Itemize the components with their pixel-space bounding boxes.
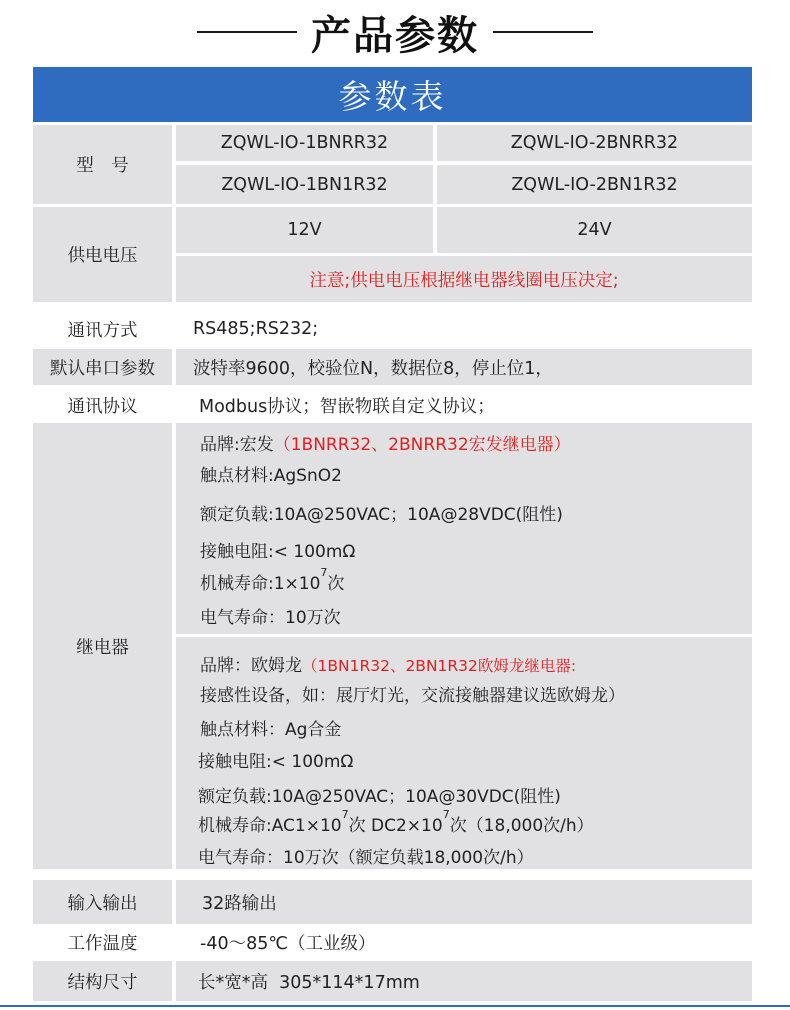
hongfa-mech-unit: 次 bbox=[327, 574, 345, 594]
hongfa-mech-life bbox=[200, 566, 345, 594]
table-header: 参数表 bbox=[33, 67, 752, 122]
size-label: 结构尺寸 bbox=[33, 961, 172, 1001]
omron-resistance: 接触电阻:< 100mΩ bbox=[198, 752, 354, 772]
title-left-line bbox=[197, 31, 297, 33]
hongfa-mech-text: 机械寿命:1×10 bbox=[200, 574, 321, 594]
omron-elec-life: 电气寿命：10万次（额定负载18,000次/h） bbox=[198, 848, 534, 868]
omron-mech-text-b: 次 DC2×10 bbox=[348, 816, 443, 836]
title-right-line bbox=[493, 31, 593, 33]
omron-brand-note-1: （1BN1R32、2BN1R32欧姆龙继电器: bbox=[302, 657, 577, 675]
omron-mech-life bbox=[198, 808, 594, 836]
protocol-label: 通讯协议 bbox=[33, 388, 172, 422]
temp-label: 工作温度 bbox=[33, 924, 172, 960]
protocol-value: Modbus协议；智嵌物联自定义协议； bbox=[176, 388, 752, 422]
hongfa-material: 触点材料:AgSnO2 bbox=[200, 466, 342, 486]
omron-load: 额定负载:10A@250VAC；10A@30VDC(阻性) bbox=[198, 787, 561, 807]
supply-12v: 12V bbox=[176, 207, 433, 253]
hongfa-brand-note: （1BNRR32、2BNRR32宏发继电器） bbox=[273, 435, 571, 455]
size-value: 长*宽*高 305*114*17mm bbox=[176, 961, 752, 1001]
omron-mech-text-a: 机械寿命:AC1×10 bbox=[198, 816, 342, 836]
model-cell-3: ZQWL-IO-1BN1R32 bbox=[176, 165, 433, 204]
omron-material: 触点材料：Ag合金 bbox=[200, 720, 342, 740]
omron-brand-line bbox=[200, 651, 576, 676]
omron-brand: 品牌：欧姆龙 bbox=[200, 656, 302, 676]
io-label: 输入输出 bbox=[33, 880, 172, 924]
supply-24v: 24V bbox=[437, 207, 752, 253]
omron-mech-exp-2: 7 bbox=[442, 808, 450, 821]
model-cell-4: ZQWL-IO-2BN1R32 bbox=[437, 165, 752, 204]
page-title: 产品参数 bbox=[311, 12, 479, 59]
omron-mech-exp-1: 7 bbox=[341, 808, 349, 821]
hongfa-brand: 品牌:宏发 bbox=[200, 435, 274, 455]
relay-omron-cell bbox=[176, 637, 752, 869]
model-cell-1: ZQWL-IO-1BNRR32 bbox=[176, 125, 433, 161]
omron-mech-text-c: 次（18,000次/h） bbox=[449, 816, 594, 836]
temp-value: -40～85℃（工业级） bbox=[176, 924, 752, 960]
hongfa-resistance: 接触电阻:< 100mΩ bbox=[200, 542, 356, 562]
page-title-row bbox=[0, 6, 790, 58]
hongfa-elec-life: 电气寿命：10万次 bbox=[200, 608, 341, 628]
comm-mode-label: 通讯方式 bbox=[33, 312, 172, 346]
hongfa-load: 额定负载:10A@250VAC；10A@28VDC(阻性) bbox=[200, 505, 563, 525]
bottom-accent-line bbox=[0, 1005, 790, 1007]
model-cell-2: ZQWL-IO-2BNRR32 bbox=[437, 125, 752, 161]
comm-mode-value: RS485;RS232; bbox=[176, 312, 752, 346]
supply-note: 注意;供电电压根据继电器线圈电压决定; bbox=[176, 256, 752, 302]
relay-label: 继电器 bbox=[33, 423, 172, 869]
hongfa-mech-exp: 7 bbox=[320, 566, 328, 579]
hongfa-brand-line bbox=[200, 430, 571, 455]
supply-label: 供电电压 bbox=[33, 207, 172, 302]
model-label: 型 号 bbox=[33, 125, 172, 204]
serial-value: 波特率9600，校验位N，数据位8，停止位1， bbox=[176, 349, 752, 385]
omron-brand-note-2: 接感性设备，如：展厅灯光，交流接触器建议选欧姆龙） bbox=[200, 686, 625, 706]
relay-hongfa-cell bbox=[176, 423, 752, 634]
serial-label: 默认串口参数 bbox=[33, 349, 172, 385]
io-value: 32路输出 bbox=[176, 880, 752, 924]
